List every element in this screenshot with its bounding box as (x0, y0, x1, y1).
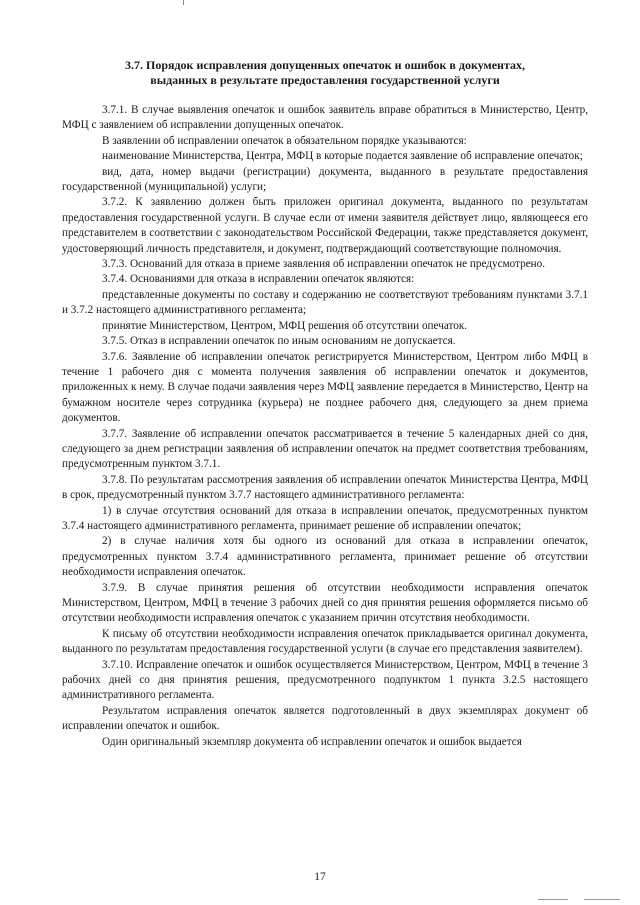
heading-line-1: 3.7. Порядок исправления допущенных опечаток и ошибок в документах, (124, 58, 525, 72)
paragraph: 2) в случае наличия хотя бы одного из оснований для отказа в исправлении опечаток, предусмотренных пунктом 3.7.4 административного регламента, принимает решение об отсутствии необходимости исправления опечаток. (62, 535, 588, 579)
paragraph: 3.7.5. Отказ в исправлении опечаток по иным основаниям не допускается. (102, 335, 456, 348)
paragraph: К письму об отсутствии необходимости исправления опечаток прикладывается оригинал документа, выданного по результатам предоставления государственной услуги (в случае его представления заявителем). (62, 627, 588, 656)
footer-line (538, 899, 568, 900)
paragraph: 3.7.9. В случае принятия решения об отсутствии необходимости исправления опечаток Министерством, Центром, МФЦ в течение 3 рабочих дней со дня принятия решения оформляется письмо об отсутствии необходимости исправления опечаток с указанием причин отсутствия необходимости. (62, 581, 588, 625)
paragraph: Результатом исправления опечаток является подготовленный в двух экземплярах документ об исправлении опечаток и ошибок. (62, 704, 588, 733)
paragraph: вид, дата, номер выдачи (регистрации) документа, выданного в результате предоставления государственной (муниципальной) услуги; (62, 165, 588, 194)
paragraph: 3.7.7. Заявление об исправлении опечаток рассматривается в течение 5 календарных дней со дня, следующего за днем регистрации заявления об исправлении опечаток на предмет соответствия требованиям, предусмотренным пунктом 3.7.1. (62, 427, 588, 471)
paragraph: 1) в случае отсутствия оснований для отказа в исправлении опечаток, предусмотренных пунктом 3.7.4 настоящего административного регламента, принимает решение об исправлении опечаток; (62, 504, 588, 532)
paragraph: 3.7.8. По результатам рассмотрения заявления об исправлении опечаток Министерства Центра, МФЦ в срок, предусмотренный пунктом 3.7.7 настоящего административного регламента: (62, 473, 588, 502)
heading-line-2: выданных в результате предоставления государственной услуги (150, 73, 500, 87)
paragraph: принятие Министерством, Центром, МФЦ решения об отсутствии опечаток. (102, 319, 468, 332)
document-body (62, 103, 588, 750)
paragraph: Один оригинальный экземпляр документа об исправлении опечаток и ошибок выдается (102, 735, 522, 748)
paragraph: 3.7.2. К заявлению должен быть приложен оригинал документа, выданного по результатам предоставления государственной услуги. В случае если от имени заявителя действует лицо, являющееся его представителем в соответствии с законодательством Российской Федерации, также представляется документ, удостоверяющий личность представителя, и документ, подтверждающий соответствующие полномочия. (62, 196, 588, 255)
paragraph: 3.7.10. Исправление опечаток и ошибок осуществляется Министерством, Центром, МФЦ в течение 3 рабочих дней со дня принятия решения, предусмотренного подпунктом 1 пункта 3.2.5 настоящего административного регламента. (62, 658, 588, 702)
paragraph: 3.7.3. Оснований для отказа в приеме заявления об исправлении опечаток не предусмотрено. (102, 258, 546, 271)
paragraph: представленные документы по составу и содержанию не соответствуют требованиям пунктами 3.7.1 и 3.7.2 настоящего административного регламента; (62, 288, 588, 317)
paragraph: 3.7.6. Заявление об исправлении опечаток регистрируется Министерством, Центром либо МФЦ в течение 1 рабочего дня с момента получения заявления об исправлении опечаток и документов, приложенных к нему. В случае подачи заявления через МФЦ заявление передается в Министерство, Центр на бумажном носителе через сотрудника (курьера) не позднее рабочего дня, следующего за днем приема документов. (62, 350, 588, 425)
paragraph: В заявлении об исправлении опечаток в обязательном порядке указываются: (102, 134, 467, 147)
paragraph: 3.7.1. В случае выявления опечаток и ошибок заявитель вправе обратиться в Министерство, Центр, МФЦ с заявлением об исправлении допущенных опечаток. (62, 104, 588, 132)
page-number: 17 (314, 871, 326, 883)
top-edge-mark (183, 0, 184, 5)
paragraph: наименование Министерства, Центра, МФЦ в которые подается заявление об исправление опечаток; (102, 150, 583, 163)
footer-line (584, 899, 620, 900)
section-heading (60, 58, 590, 88)
paragraph: 3.7.4. Основаниями для отказа в исправлении опечаток являются: (102, 273, 415, 286)
